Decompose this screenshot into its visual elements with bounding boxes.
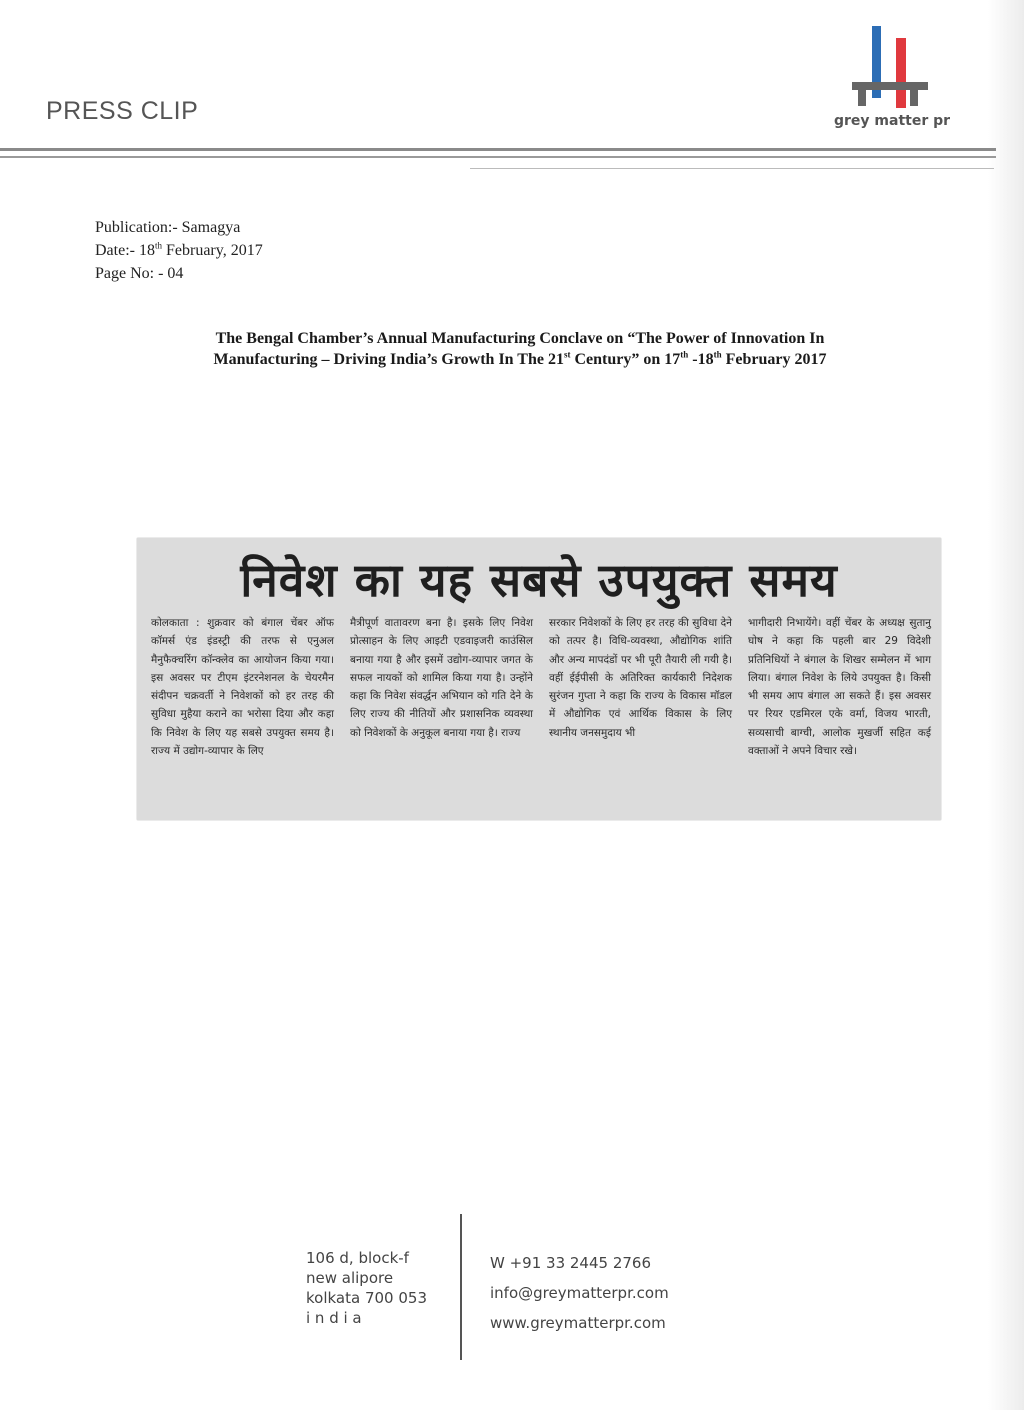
- clipping-column-4: भागीदारी निभायेंगे। वहीं चेंबर के अध्यक्ष सुतानु घोष ने कहा कि पहली बार 29 विदेशी प्रतिनिधियों ने बंगाल के शिखर सम्मेलन में भाग लिया। बंगाल निवेश के लिये उपयुक्त है। किसी भी समय आप बंगाल आ सकते हैं। इस अवसर पर रियर एडमिरल एके वर्मा, विजय भारती, सव्यसाची बाग्ची, आलोक मुखर्जी सहित कई वक्ताओं ने अपने विचार रखे।: [748, 617, 931, 758]
- footer-contact: [490, 1248, 669, 1338]
- logo-text: grey matter pr: [834, 113, 951, 129]
- email-link[interactable]: info@greymatterpr.com: [490, 1284, 669, 1302]
- newspaper-clipping: [137, 538, 941, 820]
- date-line: Date:- 18th February, 2017: [95, 240, 263, 259]
- clipping-column-2: मैत्रीपूर्ण वातावरण बना है। इसके लिए निवेश प्रोत्साहन के लिए आइटी एडवाइजरी काउंसिल बनाया गया है और इसमें उद्योग-व्यापार जगत के सफल नायकों को शामिल किया गया है। उन्होंने कहा कि निवेश संवर्द्धन अभियान को गति देने के लिए राज्य की नीतियों और प्रशासनिक व्यवस्था को निवेशकों के अनुकूल बनाया गया है। राज्य: [350, 617, 533, 739]
- article-headline: [110, 328, 930, 370]
- address-line-2: new alipore: [306, 1269, 394, 1287]
- press-clip-label: PRESS CLIP: [46, 97, 199, 125]
- website-link[interactable]: www.greymatterpr.com: [490, 1314, 666, 1332]
- header-rule-thin: [470, 168, 994, 169]
- footer-divider: [460, 1214, 462, 1360]
- address-line-4: i n d i a: [306, 1309, 362, 1327]
- page-edge-shadow: [988, 0, 1024, 1410]
- header-rule-bottom: [0, 156, 996, 158]
- grey-matter-logo-icon: [848, 22, 932, 114]
- headline-line-1: The Bengal Chamber’s Annual Manufacturing Conclave on “The Power of Innovation In: [215, 330, 825, 347]
- page-number-line: Page No: - 04: [95, 265, 184, 282]
- header-rule-top: [0, 148, 996, 151]
- headline-line-2: Manufacturing – Driving India’s Growth In The 21st Century” on 17th -18th February 2017: [213, 349, 827, 368]
- clipping-column-3: सरकार निवेशकों के लिए हर तरह की सुविधा देने को तत्पर है। विधि-व्यवस्था, औद्योगिक शांति और अन्य मापदंडों पर भी पूरी तैयारी ली गयी है। वहीं ईईपीसी के अतिरिक्त कार्यकारी निदेशक सुरंजन गुप्ता ने कहा कि राज्य के विकास मॉडल में औद्योगिक एवं आर्थिक विकास के लिए स्थानीय जनसमुदाय भी: [549, 617, 732, 739]
- phone-number: W +91 33 2445 2766: [490, 1254, 651, 1272]
- clipping-columns: [151, 614, 931, 814]
- footer-address: [306, 1248, 446, 1328]
- address-line-3: kolkata 700 053: [306, 1289, 427, 1307]
- publication-meta: [95, 216, 263, 285]
- address-line-1: 106 d, block-f: [306, 1249, 409, 1267]
- clipping-column-1: कोलकाता : शुक्रवार को बंगाल चेंबर ऑफ कॉमर्स एंड इंडस्ट्री की तरफ से एनुअल मैनुफैक्चरिंग कॉन्क्लेव का आयोजन किया गया। इस अवसर पर टीएम इंटरनेशनल के चेयरमैन संदीपन चक्रवर्ती ने निवेशकों को हर तरह की सुविधा मुहैया कराने का भरोसा दिया और कहा कि निवेश के लिए यह सबसे उपयुक्त समय है। राज्य में उद्योग-व्यापार के लिए: [151, 617, 334, 758]
- clipping-title: निवेश का यह सबसे उपयुक्त समय: [240, 553, 838, 607]
- publication-line: Publication:- Samagya: [95, 219, 241, 236]
